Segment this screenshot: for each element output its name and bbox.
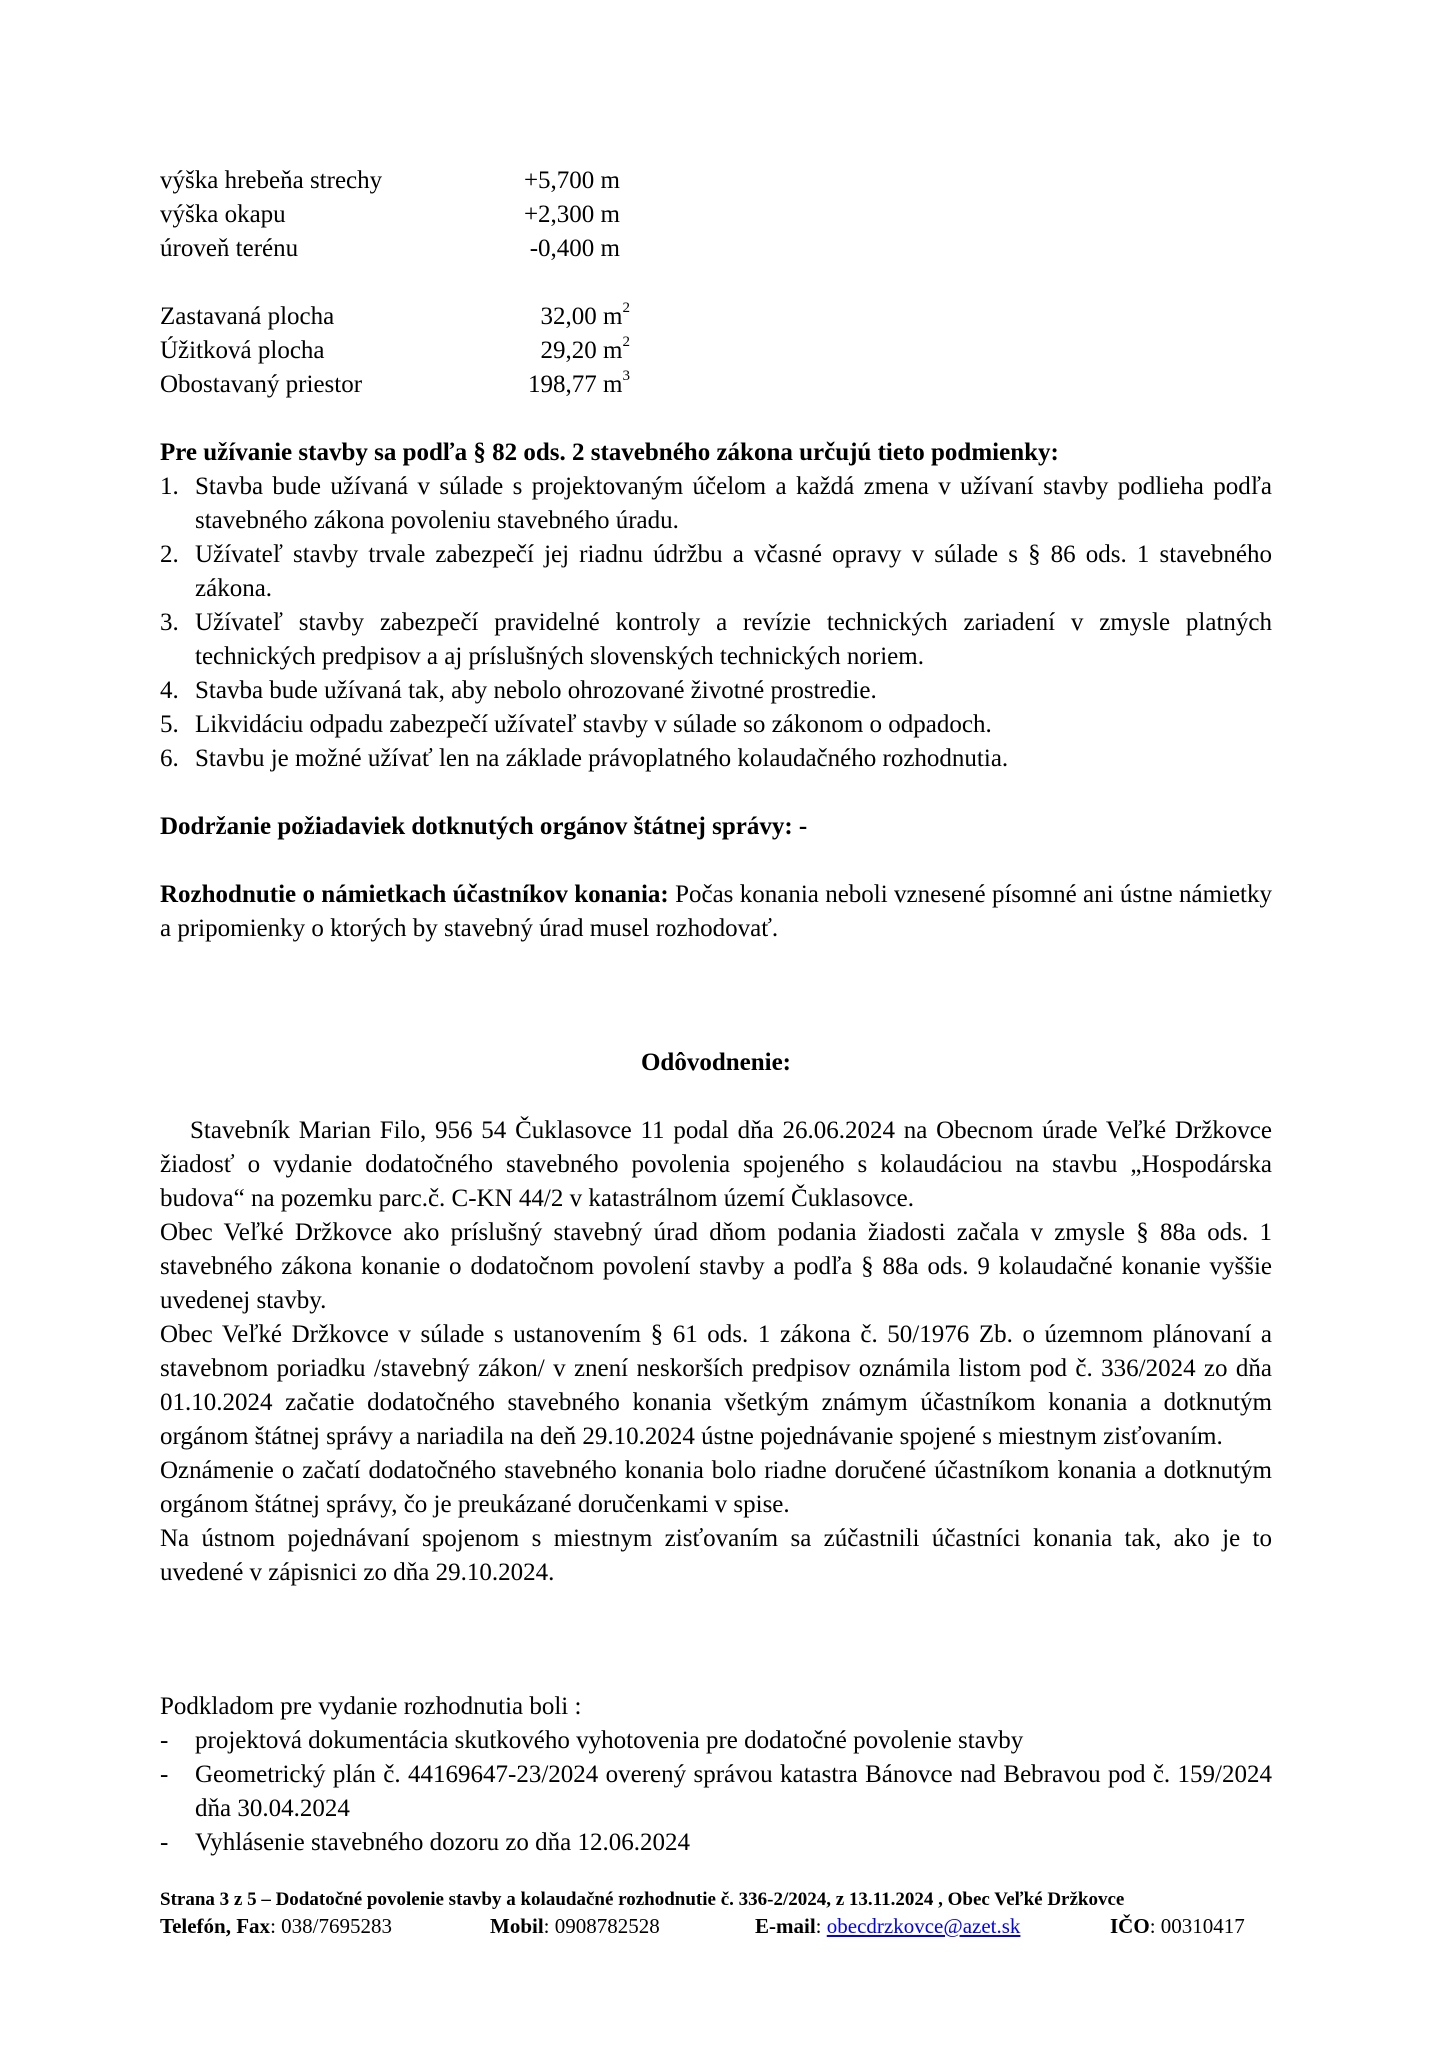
metric-value: +2,300 m bbox=[523, 201, 620, 228]
metric-value bbox=[528, 368, 630, 402]
list-item bbox=[160, 538, 1272, 606]
metric-value bbox=[541, 334, 630, 368]
list-item bbox=[160, 1826, 1272, 1860]
odovodnenie-paragraph: Oznámenie o začatí dodatočného stavebného konania bolo riadne doručené účastníkom konania a dotknutým orgánom štátnej správy, čo je preukázané doručenkami v spise. bbox=[160, 1457, 1272, 1518]
list-item bbox=[160, 742, 1272, 776]
footer-ico bbox=[1110, 1914, 1245, 1938]
footer-mobile-label: Mobil bbox=[490, 1914, 544, 1938]
footer-mobile bbox=[490, 1914, 660, 1938]
page-footer bbox=[160, 1888, 1272, 1944]
metric-value bbox=[541, 300, 630, 334]
odovodnenie-paragraph: Stavebník Marian Filo, 956 54 Čuklasovce 11 podal dňa 26.06.2024 na Obecnom úrade Veľké Držkovce žiadosť o vydanie dodatočného stavebného povolenia spojeného s kolaudáciou na stavbu „Hospodárska budova“ na pozemku parc.č. C-KN 44/2 v katastrálnom území Čuklasovce. bbox=[160, 1117, 1272, 1212]
metric-label: Obostavaný priestor bbox=[160, 371, 363, 398]
list-item-text: Likvidáciu odpadu zabezpečí užívateľ stavby v súlade so zákonom o odpadoch. bbox=[195, 711, 992, 738]
list-item-number: 4. bbox=[160, 677, 179, 704]
metric-row bbox=[160, 198, 620, 232]
footer-phone-label: Telefón, Fax bbox=[160, 1914, 271, 1938]
list-item-number: 3. bbox=[160, 609, 179, 636]
list-item bbox=[160, 708, 1272, 742]
metric-row bbox=[160, 334, 630, 368]
metric-label: Úžitková plocha bbox=[160, 337, 325, 364]
metric-row bbox=[160, 300, 630, 334]
conditions-list bbox=[160, 470, 1272, 776]
list-item-text: Vyhlásenie stavebného dozoru zo dňa 12.06.2024 bbox=[195, 1829, 691, 1856]
metric-label: Zastavaná plocha bbox=[160, 303, 335, 330]
metric-row bbox=[160, 232, 620, 266]
list-item-text: Geometrický plán č. 44169647-23/2024 overený správou katastra Bánovce nad Bebravou pod č. 159/2024 dňa 30.04.2024 bbox=[195, 1761, 1272, 1822]
footer-contacts bbox=[160, 1914, 1272, 1944]
footer-email-label: E-mail bbox=[755, 1914, 816, 1938]
list-item bbox=[160, 1724, 1272, 1758]
metric-number: 29,20 m bbox=[540, 337, 623, 364]
list-item-dash: - bbox=[160, 1727, 169, 1754]
metric-row bbox=[160, 164, 620, 198]
podklady-intro: Podkladom pre vydanie rozhodnutia boli : bbox=[160, 1693, 582, 1720]
metric-value: -0,400 m bbox=[529, 235, 620, 262]
rozhodnutie-section bbox=[160, 878, 1272, 946]
footer-phone-value: : 038/7695283 bbox=[270, 1914, 392, 1938]
list-item-dash: - bbox=[160, 1761, 169, 1788]
odovodnenie-paragraph: Obec Veľké Držkovce v súlade s ustanovením § 61 ods. 1 zákona č. 50/1976 Zb. o územnom plánovaní a stavebnom poriadku /stavebný zákon/ v znení neskorších predpisov oznámila listom pod č. 336/2024 zo dňa 01.10.2024 začatie dodatočného stavebného konania všetkým známym účastníkom konania a dotknutým orgánom štátnej správy a nariadila na deň 29.10.2024 ústne pojednávanie spojené s miestnym zisťovaním. bbox=[160, 1321, 1272, 1450]
list-item bbox=[160, 674, 1272, 708]
conditions-heading: Pre užívanie stavby sa podľa § 82 ods. 2 stavebného zákona určujú tieto podmienky: bbox=[160, 439, 1059, 466]
metric-label: výška okapu bbox=[160, 201, 286, 228]
list-item bbox=[160, 1758, 1272, 1826]
email-link[interactable]: obecdrzkovce@azet.sk bbox=[826, 1914, 1021, 1938]
metric-exponent: 3 bbox=[622, 367, 630, 384]
dodrzanie-heading: Dodržanie požiadaviek dotknutých orgánov štátnej správy: - bbox=[160, 813, 808, 840]
list-item-number: 1. bbox=[160, 473, 179, 500]
list-item-text: projektová dokumentácia skutkového vyhotovenia pre dodatočné povolenie stavby bbox=[195, 1727, 1024, 1754]
list-item-number: 6. bbox=[160, 745, 179, 772]
metric-value: +5,700 m bbox=[523, 167, 620, 194]
footer-email-sep: : bbox=[815, 1914, 827, 1938]
footer-ico-label: IČO bbox=[1110, 1914, 1150, 1938]
footer-page-info: Strana 3 z 5 – Dodatočné povolenie stavby a kolaudačné rozhodnutie č. 336-2/2024, z 13.11.2024 , Obec Veľké Držkovce bbox=[160, 1889, 1125, 1910]
metric-label: úroveň terénu bbox=[160, 235, 299, 262]
metric-number: 32,00 m bbox=[540, 303, 623, 330]
footer-mobile-value: : 0908782528 bbox=[543, 1914, 660, 1938]
footer-email bbox=[755, 1914, 1020, 1938]
area-metrics bbox=[160, 300, 630, 402]
metric-row bbox=[160, 368, 630, 402]
podklady-list bbox=[160, 1724, 1272, 1860]
list-item-text: Užívateľ stavby zabezpečí pravidelné kontroly a revízie technických zariadení v zmysle platných technických predpisov a aj príslušných slovenských technických noriem. bbox=[195, 609, 1272, 670]
list-item-text: Užívateľ stavby trvale zabezpečí jej riadnu údržbu a včasné opravy v súlade s § 86 ods. 1 stavebného zákona. bbox=[195, 541, 1272, 602]
odovodnenie-body bbox=[160, 1114, 1272, 1590]
odovodnenie-paragraph: Na ústnom pojednávaní spojenom s miestnym zisťovaním sa zúčastnili účastníci konania tak, ako je to uvedené v zápisnici zo dňa 29.10.2024. bbox=[160, 1525, 1272, 1586]
list-item-text: Stavba bude užívaná v súlade s projektovaným účelom a každá zmena v užívaní stavby podlieha podľa stavebného zákona povoleniu stavebného úradu. bbox=[195, 473, 1272, 534]
metric-exponent: 2 bbox=[622, 333, 630, 350]
metric-exponent: 2 bbox=[622, 299, 630, 316]
rozhodnutie-label: Rozhodnutie o námietkach účastníkov konania: bbox=[160, 881, 669, 908]
list-item-text: Stavbu je možné užívať len na základe právoplatného kolaudačného rozhodnutia. bbox=[195, 745, 1009, 772]
list-item-text: Stavba bude užívaná tak, aby nebolo ohrozované životné prostredie. bbox=[195, 677, 877, 704]
metric-number: 198,77 m bbox=[528, 371, 623, 398]
rozhodnutie-text: Počas konania neboli vznesené písomné ani ústne námietky a pripomienky o ktorých by stavebný úrad musel rozhodovať. bbox=[160, 881, 1272, 942]
odovodnenie-paragraph: Obec Veľké Držkovce ako príslušný stavebný úrad dňom podania žiadosti začala v zmysle § 88a ods. 1 stavebného zákona konanie o dodatočnom povolení stavby a podľa § 88a ods. 9 kolaudačné konanie vyššie uvedenej stavby. bbox=[160, 1219, 1272, 1314]
list-item-dash: - bbox=[160, 1829, 169, 1856]
odovodnenie-title: Odôvodnenie: bbox=[640, 1049, 792, 1076]
list-item-number: 2. bbox=[160, 541, 179, 568]
metric-label: výška hrebeňa strechy bbox=[160, 167, 383, 194]
list-item bbox=[160, 470, 1272, 538]
list-item bbox=[160, 606, 1272, 674]
list-item-number: 5. bbox=[160, 711, 179, 738]
footer-ico-value: : 00310417 bbox=[1149, 1914, 1245, 1938]
footer-phone bbox=[160, 1914, 392, 1938]
height-metrics bbox=[160, 164, 620, 266]
